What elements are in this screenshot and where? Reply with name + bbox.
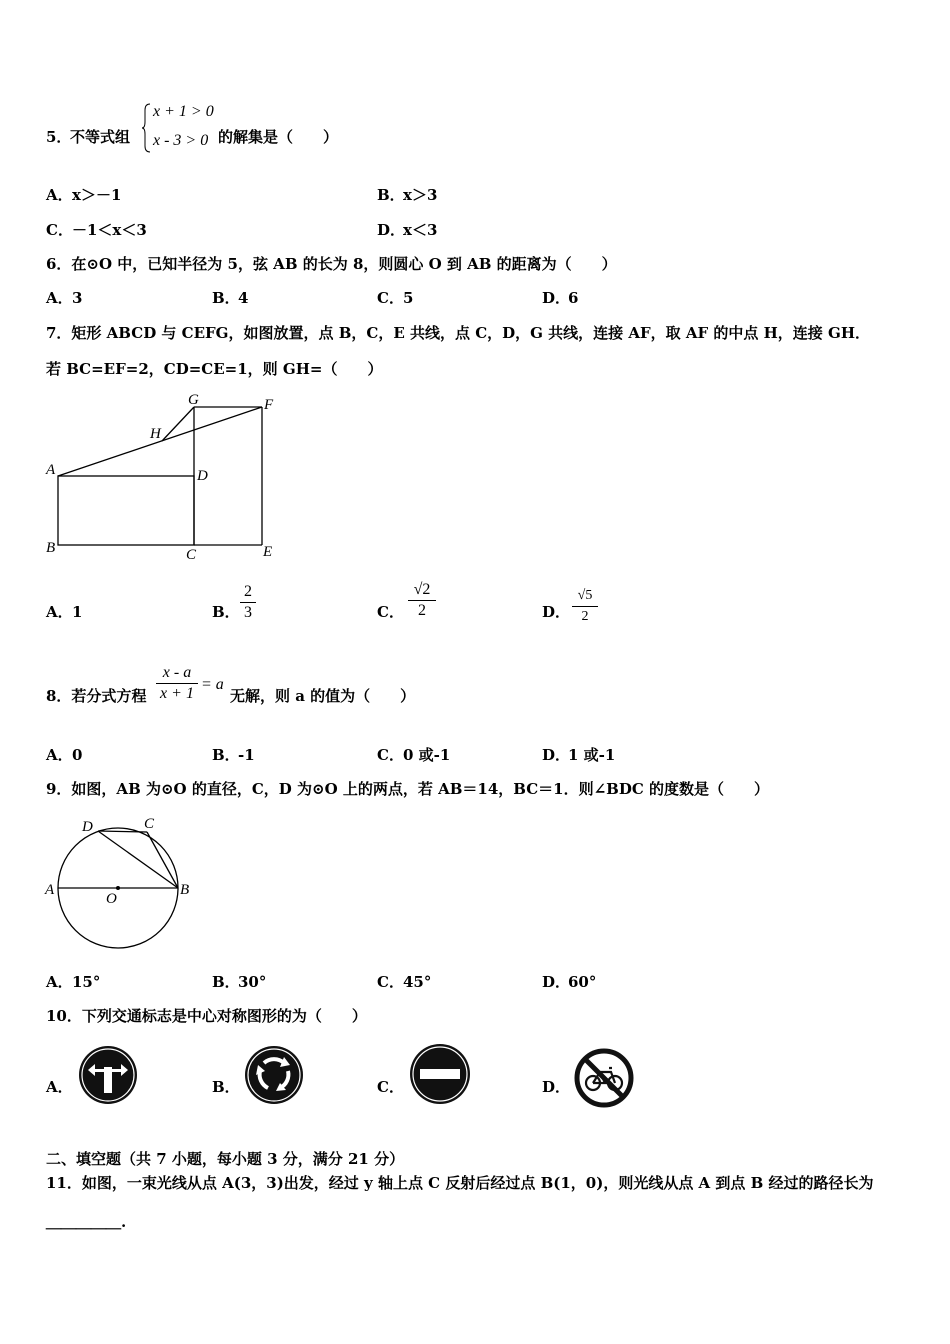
q6-option-b-label: B． <box>212 289 240 307</box>
q9-option-b-label: B． <box>212 973 240 991</box>
q11-answer-blank[interactable]: ＿＿＿＿＿. <box>46 1213 127 1231</box>
q7-label-f: F <box>264 397 274 413</box>
q8-tail: 无解，则 a 的值为（ ） <box>230 687 416 705</box>
q10-option-d-label: D． <box>542 1078 571 1096</box>
q5-option-b-label: B． <box>377 186 405 204</box>
no-bicycles-sign-icon <box>574 1048 634 1108</box>
q6-option-d: 6 <box>568 289 579 307</box>
q9-option-d: 60° <box>568 973 597 991</box>
q6-option-a-label: A． <box>46 289 73 307</box>
q7-option-c-label: C． <box>377 603 404 621</box>
q5-option-c: －1＜x＜3 <box>72 221 147 239</box>
q8-option-c-label: C． <box>377 746 404 764</box>
q7-option-d-label: D． <box>542 603 571 621</box>
q7-option-b-fraction: 2 3 <box>240 583 256 622</box>
q11-text: 11．如图，一束光线从点 A(3，3)出发，经过 y 轴上点 C 反射后经过点 B(1，0)，则光线从点 A 到点 B 经过的路径长为 <box>46 1174 874 1192</box>
q5-option-d-label: D． <box>377 221 406 239</box>
section2-title: 二、填空题（共 7 小题，每小题 3 分，满分 21 分） <box>46 1150 405 1168</box>
q5-inequality-2: x - 3 > 0 <box>153 132 209 149</box>
q6-option-a: 3 <box>72 289 83 307</box>
q7-option-c-fraction: √2 2 <box>408 581 436 620</box>
q7-option-d-fraction: √5 2 <box>572 587 598 626</box>
q5-option-a-label: A． <box>46 186 73 204</box>
q9-option-c-label: C． <box>377 973 404 991</box>
q9-circle-figure <box>44 815 204 955</box>
q5-brace <box>142 102 152 154</box>
q8-rhs: = a <box>201 676 224 693</box>
q7-line2: 若 BC=EF=2，CD=CE=1，则 GH=（ ） <box>46 360 383 378</box>
q5-option-b: x＞3 <box>403 186 438 204</box>
q9-label-d: D <box>82 819 93 835</box>
q7-label-c: C <box>186 547 197 563</box>
no-entry-sign-icon <box>409 1043 471 1105</box>
q6-option-c: 5 <box>403 289 414 307</box>
q10-option-a-label: A． <box>46 1078 73 1096</box>
q5-option-d: x＜3 <box>403 221 438 239</box>
q9-label-o: O <box>106 891 117 907</box>
q8-option-a: 0 <box>72 746 83 764</box>
q7-option-a: 1 <box>72 603 83 621</box>
q10-text: 10．下列交通标志是中心对称图形的为（ ） <box>46 1007 367 1025</box>
q5-stem: 不等式组 <box>70 128 131 146</box>
q5-option-c-label: C． <box>46 221 73 239</box>
q9-label-c: C <box>144 816 155 832</box>
q9-text: 9．如图，AB 为⊙O 的直径，C，D 为⊙O 上的两点，若 AB＝14，BC＝1．则∠BDC 的度数是（ ） <box>46 780 770 798</box>
q9-label-b: B <box>180 882 190 898</box>
q8-stem: 8．若分式方程 <box>46 687 147 705</box>
q8-option-d-label: D． <box>542 746 571 764</box>
q7-label-a: A <box>46 462 56 478</box>
roundabout-sign-icon <box>244 1045 304 1105</box>
q5-option-a: x＞－1 <box>72 186 122 204</box>
q6-text: 6．在⊙O 中，已知半径为 5，弦 AB 的长为 8，则圆心 O 到 AB 的距离为（ ） <box>46 255 617 273</box>
q9-option-a-label: A． <box>46 973 73 991</box>
q9-option-b: 30° <box>238 973 267 991</box>
q7-option-a-label: A． <box>46 603 73 621</box>
q5-number: 5． <box>46 128 72 146</box>
turn-left-right-sign-icon <box>78 1045 138 1105</box>
q7-line1: 7．矩形 ABCD 与 CEFG，如图放置，点 B，C，E 共线，点 C，D，G 共线，连接 AF，取 AF 的中点 H，连接 GH． <box>46 324 871 342</box>
q7-option-b-label: B． <box>212 603 240 621</box>
q8-option-d: 1 或-1 <box>568 746 616 764</box>
q6-option-c-label: C． <box>377 289 404 307</box>
q10-option-c-label: C． <box>377 1078 404 1096</box>
q5-tail: 的解集是（ ） <box>218 128 339 146</box>
q5-inequality-1: x + 1 > 0 <box>153 103 214 120</box>
q7-rectangles-figure <box>44 392 284 562</box>
q8-option-b-label: B． <box>212 746 240 764</box>
q6-option-d-label: D． <box>542 289 571 307</box>
q9-option-c: 45° <box>403 973 432 991</box>
q9-label-a: A <box>45 882 55 898</box>
q7-label-g: G <box>188 392 199 408</box>
q7-label-e: E <box>263 544 273 560</box>
q9-option-d-label: D． <box>542 973 571 991</box>
q10-option-b-label: B． <box>212 1078 240 1096</box>
q8-option-b: -1 <box>238 746 255 764</box>
q7-label-d: D <box>197 468 208 484</box>
q7-label-h: H <box>150 426 161 442</box>
q8-fraction: x - a x + 1 <box>156 664 198 703</box>
q9-option-a: 15° <box>72 973 101 991</box>
q6-option-b: 4 <box>238 289 249 307</box>
q8-option-a-label: A． <box>46 746 73 764</box>
q8-option-c: 0 或-1 <box>403 746 451 764</box>
q7-label-b: B <box>46 540 56 556</box>
